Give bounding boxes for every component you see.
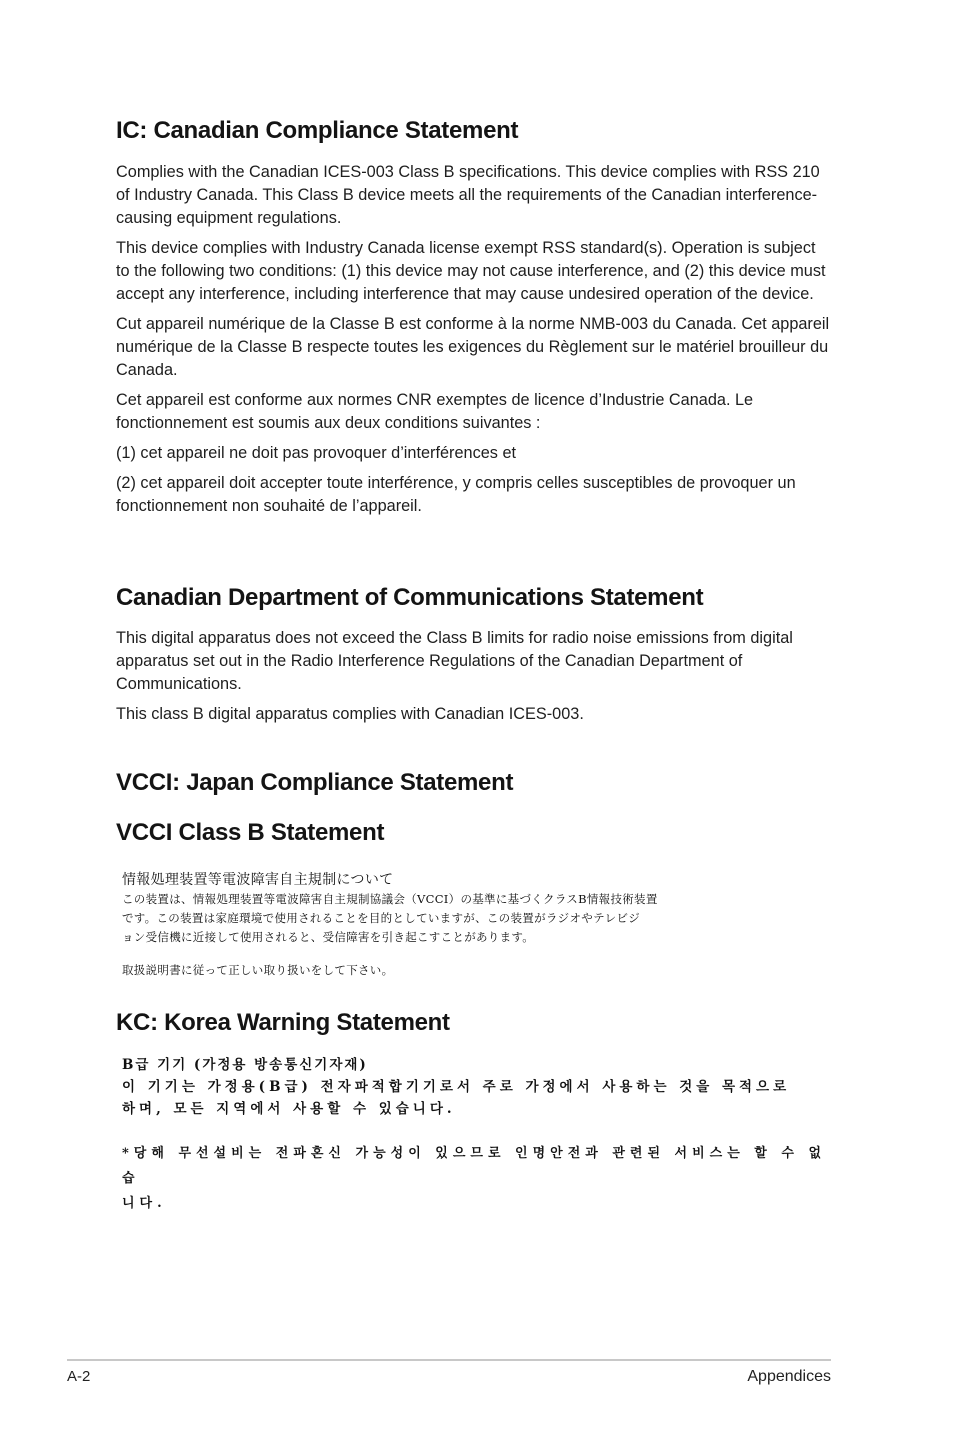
- ic-section: [116, 117, 832, 518]
- ic-paragraph-4: Cet appareil est conforme aux normes CNR exemptes de licence d’Industrie Canada. Le fonctionnement est soumis aux deux conditions suivantes :: [116, 391, 754, 432]
- cdc-heading: Canadian Department of Communications Statement: [116, 584, 704, 611]
- vcci-jp-line-4: 取扱説明書に従って正しい取り扱いをして下さい。: [122, 963, 394, 977]
- kc-kr-line-1: B급 기기 (가정용 방송통신기자재): [122, 1057, 368, 1073]
- kc-kr-line-2: 이 기기는 가정용(B급) 전자파적합기기로서 주로 가정에서 사용하는 것을 목적으로: [122, 1079, 791, 1095]
- kc-korean-warning: [122, 1141, 832, 1216]
- ic-paragraph-5: (1) cet appareil ne doit pas provoquer d’interférences et: [116, 444, 517, 462]
- ic-paragraph-2: This device complies with Industry Canada license exempt RSS standard(s). Operation is subject to the following two conditions: (1) this device may not cause interference, and (2) this device must accept any interference, including interference that may cause undesired operation of the device.: [116, 239, 826, 303]
- vcci-jp-line-1: この装置は、情報処理装置等電波障害自主規制協議会（VCCI）の基準に基づくクラスB情報技術装置: [122, 892, 658, 906]
- kc-kr-line-3: 하며, 모든 지역에서 사용할 수 있습니다.: [122, 1101, 456, 1117]
- vcci-jp-title: 情報処理装置等電波障害自主規制について: [122, 872, 394, 888]
- kc-kr-line-5: 니다.: [122, 1196, 167, 1211]
- ic-heading: IC: Canadian Compliance Statement: [116, 117, 519, 144]
- kc-heading: KC: Korea Warning Statement: [116, 1009, 450, 1036]
- ic-paragraph-1: Complies with the Canadian ICES-003 Class B specifications. This device complies with RSS 210 of Industry Canada. This Class B device meets all the requirements of the Canadian interference-causing equipment regulations.: [116, 163, 820, 227]
- vcci-section: [116, 769, 832, 847]
- kc-section: [116, 1009, 832, 1037]
- cdc-paragraph-2: This class B digital apparatus complies with Canadian ICES-003.: [116, 705, 584, 723]
- vcci-subheading: VCCI Class B Statement: [116, 819, 385, 846]
- footer-divider: [67, 1359, 831, 1361]
- vcci-heading: VCCI: Japan Compliance Statement: [116, 769, 514, 796]
- vcci-japanese-statement: [122, 871, 658, 980]
- kc-korean-statement: [122, 1054, 790, 1120]
- cdc-section: [116, 584, 832, 726]
- vcci-jp-line-3: ョン受信機に近接して使用されると、受信障害を引き起こすことがあります。: [122, 930, 535, 944]
- cdc-paragraph-1: This digital apparatus does not exceed the Class B limits for radio noise emissions from digital apparatus set out in the Radio Interference Regulations of the Canadian Department of Communications.: [116, 629, 793, 693]
- vcci-jp-line-2: です。この装置は家庭環境で使用されることを目的としていますが、この装置がラジオやテレビジ: [122, 911, 641, 925]
- kc-kr-line-4: *당해 무선설비는 전파혼신 가능성이 있으므로 인명안전과 관련된 서비스는 할 수 없습: [122, 1146, 827, 1186]
- ic-paragraph-6: (2) cet appareil doit accepter toute interférence, y compris celles susceptibles de provoquer un fonctionnement non souhaité de l’appareil.: [116, 474, 796, 515]
- footer-page-number: A-2: [67, 1368, 91, 1385]
- ic-paragraph-3: Cut appareil numérique de la Classe B est conforme à la norme NMB-003 du Canada. Cet appareil numérique de la Classe B respecte toutes les exigences du Règlement sur le matériel brouilleur du Canada.: [116, 315, 830, 379]
- footer-section-name: Appendices: [747, 1368, 831, 1385]
